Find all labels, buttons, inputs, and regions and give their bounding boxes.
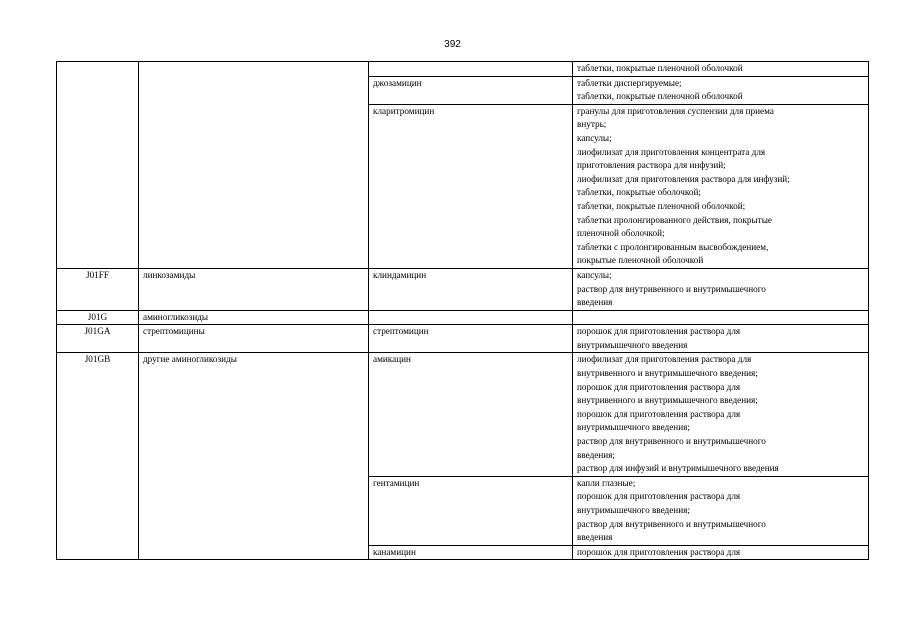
atc-code-cell — [57, 76, 139, 104]
drug-table — [56, 61, 869, 560]
drug-name-cell: гентамицин — [369, 476, 573, 545]
drug-name-cell: стрептомицин — [369, 325, 573, 353]
dosage-form-line: пленочной оболочкой; — [577, 228, 665, 239]
dosage-form-line: порошок для приготовления раствора для — [577, 408, 741, 419]
page-number: 392 — [444, 39, 461, 50]
dosage-form-line: внутривенного и внутримышечного введения; — [577, 395, 758, 406]
dosage-forms-cell — [573, 310, 869, 325]
table-row — [57, 325, 869, 353]
atc-code-cell — [57, 545, 139, 560]
dosage-forms-cell — [573, 62, 869, 77]
atc-code-cell: J01G — [57, 310, 139, 325]
dosage-form-line: введения — [577, 532, 613, 543]
drug-name-cell: джозамицин — [369, 76, 573, 104]
dosage-form-line: капсулы; — [577, 132, 612, 143]
dosage-form-line: внутримышечного введения — [577, 339, 688, 350]
dosage-forms-cell — [573, 325, 869, 353]
table-row — [57, 268, 869, 310]
dosage-form-line: введения; — [577, 449, 615, 460]
dosage-form-line: приготовления раствора для инфузий; — [577, 160, 726, 171]
dosage-form-line: раствор для внутривенного и внутримышечного — [577, 436, 766, 447]
atc-code-cell: J01FF — [57, 268, 139, 310]
dosage-form-line: таблетки с пролонгированным высвобождением, — [577, 241, 769, 252]
dosage-form-line: покрытые пленочной оболочкой — [577, 255, 704, 266]
drug-name-cell: кларитромицин — [369, 104, 573, 268]
dosage-form-line: таблетки, покрытые оболочкой; — [577, 187, 701, 198]
dosage-forms-cell — [573, 104, 869, 268]
group-name-cell — [139, 545, 369, 560]
table-body — [57, 62, 869, 560]
dosage-form-line: таблетки, покрытые пленочной оболочкой — [577, 91, 743, 102]
table-row — [57, 476, 869, 545]
dosage-form-line: внутримышечного введения; — [577, 422, 690, 433]
drug-name-cell: амикацин — [369, 353, 573, 476]
drug-name-cell: клиндамицин — [369, 268, 573, 310]
dosage-form-line: порошок для приготовления раствора для — [577, 381, 741, 392]
group-name-cell: линкозамиды — [139, 268, 369, 310]
drug-name-cell: канамицин — [369, 545, 573, 560]
atc-code-cell — [57, 476, 139, 545]
dosage-form-line: введения — [577, 297, 613, 308]
dosage-form-line: внутривенного и внутримышечного введения; — [577, 368, 758, 379]
dosage-form-line: внутримышечного введения; — [577, 505, 690, 515]
dosage-form-line: раствор для внутривенного и внутримышечного — [577, 283, 766, 294]
group-name-cell — [139, 76, 369, 104]
drug-name-cell — [369, 310, 573, 325]
group-name-cell — [139, 476, 369, 545]
atc-code-cell — [57, 104, 139, 268]
group-name-cell: стрептомицины — [139, 325, 369, 353]
group-name-cell — [139, 62, 369, 77]
atc-code-cell — [57, 62, 139, 77]
table-row — [57, 76, 869, 104]
table-row — [57, 353, 869, 476]
dosage-form-line: лиофилизат для приготовления концентрата для — [577, 146, 766, 157]
dosage-forms-cell — [573, 268, 869, 310]
dosage-form-line: таблетки диспергируемые; — [577, 77, 682, 88]
dosage-form-line: таблетки пролонгированного действия, покрытые — [577, 214, 772, 225]
dosage-form-line: лиофилизат для приготовления раствора для — [577, 354, 752, 365]
atc-code-cell: J01GA — [57, 325, 139, 353]
dosage-form-line: раствор для внутривенного и внутримышечного — [577, 518, 766, 529]
dosage-form-line: порошок для приготовления раствора для — [577, 491, 741, 502]
dosage-form-line: таблетки, покрытые пленочной оболочкой; — [577, 200, 746, 211]
group-name-cell — [139, 104, 369, 268]
group-name-cell: другие аминогликозиды — [139, 353, 369, 476]
drug-name-cell — [369, 62, 573, 77]
dosage-form-line: таблетки, покрытые пленочной оболочкой — [577, 63, 743, 73]
dosage-form-line: порошок для приготовления раствора для — [577, 326, 741, 337]
table-row — [57, 104, 869, 268]
dosage-form-line: гранулы для приготовления суспензии для приема — [577, 105, 774, 116]
table-row — [57, 310, 869, 325]
table-row — [57, 545, 869, 560]
dosage-forms-cell — [573, 545, 869, 560]
dosage-form-line: внутрь; — [577, 119, 607, 130]
dosage-form-line: порошок для приготовления раствора для — [577, 546, 741, 557]
dosage-forms-cell — [573, 76, 869, 104]
dosage-form-line: капли глазные; — [577, 477, 636, 488]
dosage-forms-cell — [573, 476, 869, 545]
table-row — [57, 62, 869, 77]
dosage-form-line: лиофилизат для приготовления раствора для инфузий; — [577, 173, 790, 184]
dosage-forms-cell — [573, 353, 869, 476]
atc-code-cell: J01GB — [57, 353, 139, 476]
dosage-form-line: раствор для инфузий и внутримышечного введения — [577, 463, 779, 474]
dosage-form-line: капсулы; — [577, 269, 612, 280]
group-name-cell: аминогликозиды — [139, 310, 369, 325]
